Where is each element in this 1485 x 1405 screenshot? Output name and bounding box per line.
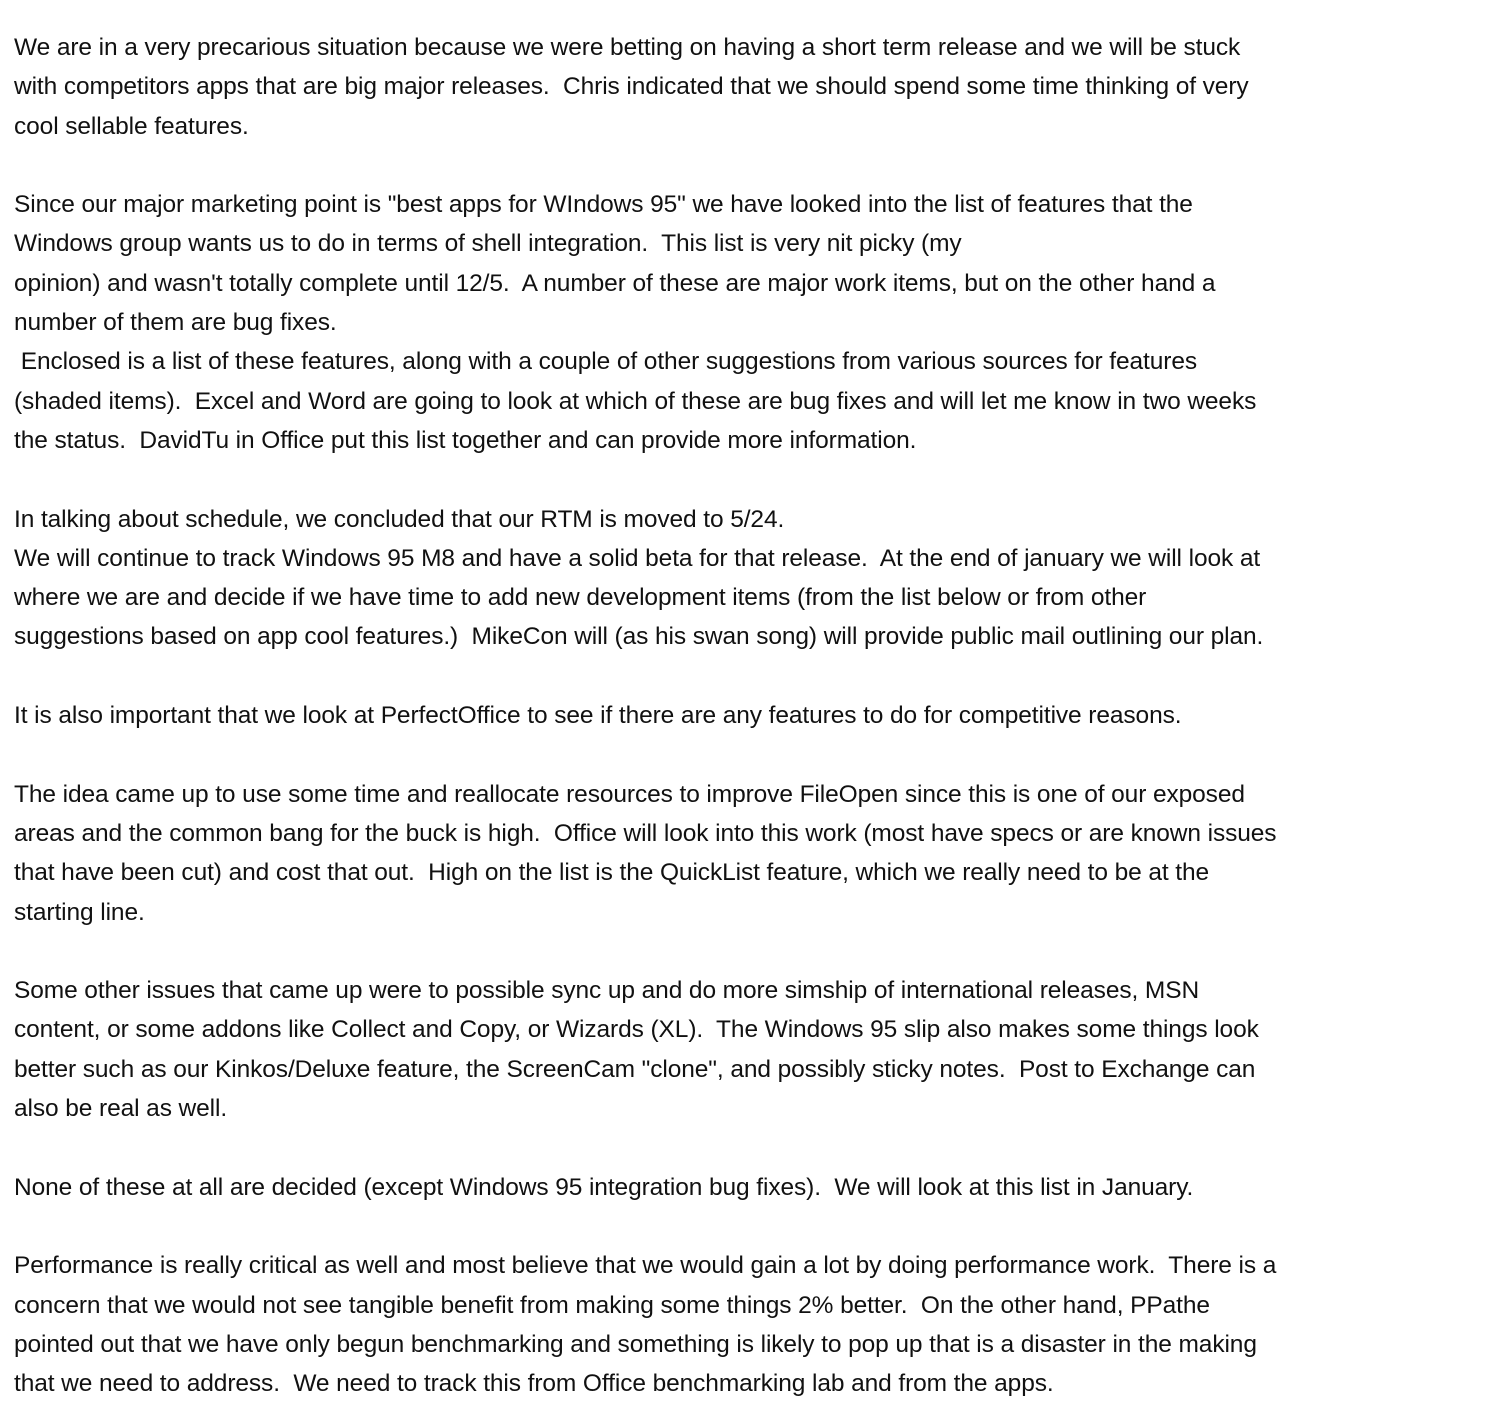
- text-line: Since our major marketing point is "best apps for WIndows 95" we have looked into the list of features that the: [14, 191, 1193, 219]
- text-line: Enclosed is a list of these features, along with a couple of other suggestions from various sources for features: [14, 348, 1198, 376]
- text-line: cool sellable features.: [14, 112, 249, 140]
- text-line: Some other issues that came up were to possible sync up and do more simship of international releases, MSN: [14, 977, 1200, 1005]
- text-line: better such as our Kinkos/Deluxe feature, the ScreenCam "clone", and possibly sticky notes. Post to Exchange can: [14, 1055, 1256, 1083]
- document-body: [14, 28, 1484, 1403]
- text-line: starting line.: [14, 898, 145, 926]
- paragraph-not-decided: [14, 1168, 1484, 1207]
- paragraph-performance: [14, 1246, 1484, 1403]
- text-line: content, or some addons like Collect and Copy, or Wizards (XL). The Windows 95 slip also makes some things look: [14, 1016, 1259, 1044]
- paragraph-perfectoffice: [14, 696, 1484, 735]
- text-line: suggestions based on app cool features.) MikeCon will (as his swan song) will provide public mail outlining our plan.: [14, 623, 1264, 651]
- text-line: that we need to address. We need to track this from Office benchmarking lab and from the apps.: [14, 1370, 1054, 1398]
- text-line: (shaded items). Excel and Word are going to look at which of these are bug fixes and will let me know in two weeks: [14, 387, 1257, 415]
- text-line: number of them are bug fixes.: [14, 309, 337, 337]
- paragraph-shell-integration: [14, 185, 1484, 460]
- text-line: areas and the common bang for the buck is high. Office will look into this work (most have specs or are known issues: [14, 819, 1277, 847]
- text-line: None of these at all are decided (except Windows 95 integration bug fixes). We will look at this list in January.: [14, 1173, 1194, 1201]
- text-line: the status. DavidTu in Office put this list together and can provide more information.: [14, 426, 917, 454]
- text-line: opinion) and wasn't totally complete until 12/5. A number of these are major work items, but on the other hand a: [14, 269, 1216, 297]
- paragraph-schedule: [14, 500, 1484, 657]
- paragraph-situation: [14, 28, 1484, 146]
- text-line: We are in a very precarious situation because we were betting on having a short term release and we will be stuck: [14, 34, 1241, 61]
- text-line: In talking about schedule, we concluded that our RTM is moved to 5/24.: [14, 505, 785, 533]
- text-line: The idea came up to use some time and reallocate resources to improve FileOpen since this is one of our exposed: [14, 780, 1245, 808]
- text-line: that have been cut) and cost that out. High on the list is the QuickList feature, which we really need to be at the: [14, 859, 1210, 887]
- text-line: We will continue to track Windows 95 M8 and have a solid beta for that release. At the end of january we will look at: [14, 544, 1261, 572]
- text-line: pointed out that we have only begun benchmarking and something is likely to pop up that is a disaster in the making: [14, 1330, 1257, 1358]
- text-line: concern that we would not see tangible benefit from making some things 2% better. On the other hand, PPathe: [14, 1291, 1210, 1319]
- text-line: Performance is really critical as well and most believe that we would gain a lot by doing performance work. There is a: [14, 1252, 1277, 1280]
- paragraph-other-issues: [14, 971, 1484, 1128]
- text-line: also be real as well.: [14, 1095, 228, 1123]
- text-line: It is also important that we look at PerfectOffice to see if there are any features to do for competitive reasons.: [14, 702, 1182, 730]
- text-line: with competitors apps that are big major releases. Chris indicated that we should spend some time thinking of very: [14, 73, 1249, 101]
- paragraph-fileopen: [14, 775, 1484, 932]
- text-line: Windows group wants us to do in terms of shell integration. This list is very nit picky (my: [14, 230, 962, 258]
- text-line: where we are and decide if we have time to add new development items (from the list below or from other: [14, 584, 1147, 612]
